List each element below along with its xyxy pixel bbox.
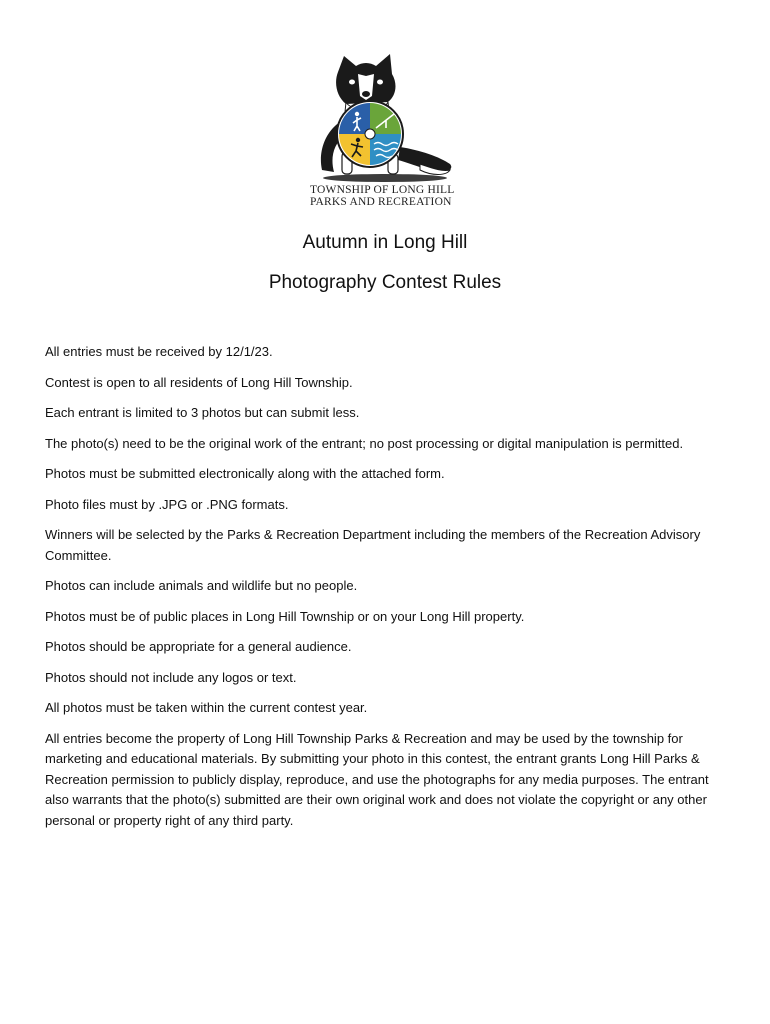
organization-name-line1: TOWNSHIP OF LONG HILL: [310, 184, 455, 196]
rule-item: Each entrant is limited to 3 photos but can submit less.: [45, 405, 360, 420]
rule-item: Photos must be submitted electronically along with the attached form.: [45, 466, 445, 481]
rule-item: Winners will be selected by the Parks & Recreation Department including the members of the Recreation Advisory Committee.: [45, 527, 701, 563]
rule-item: Photo files must by .JPG or .PNG formats.: [45, 496, 289, 512]
page-subtitle: Photography Contest Rules: [268, 272, 502, 293]
organization-name-line2: PARKS AND RECREATION: [310, 196, 452, 208]
rule-item: Contest is open to all residents of Long Hill Township.: [45, 374, 353, 390]
rule-item: All photos must be taken within the current contest year.: [45, 700, 368, 715]
rule-item: Photos can include animals and wildlife but no people.: [45, 578, 358, 593]
rule-item: All entries become the property of Long Hill Township Parks & Recreation and may be used by the township for marketing and educational materials. By submitting your photo in this contest, the entrant grants Long Hill Parks & Recreation permission to publicly display, reproduce, and use the photographs for any media purposes. The entrant also warrants that the photo(s) submitted are their own original work and does not violate the copyright or any other personal or property right of any third party.: [45, 730, 709, 828]
rule-item: Photos must be of public places in Long Hill Township or on your Long Hill property.: [45, 608, 525, 624]
rule-item: The photo(s) need to be the original work of the entrant; no post processing or digital manipulation is permitted.: [45, 435, 684, 451]
rule-item: All entries must be received by 12/1/23.: [45, 344, 273, 359]
rules-list: [45, 342, 730, 841]
border-collie-logo-icon: [300, 52, 470, 187]
rule-item: Photos should not include any logos or text.: [45, 669, 297, 685]
rule-item: Photos should be appropriate for a general audience.: [45, 639, 352, 654]
page-title: Autumn in Long Hill: [302, 232, 468, 253]
organization-name: [300, 184, 480, 208]
